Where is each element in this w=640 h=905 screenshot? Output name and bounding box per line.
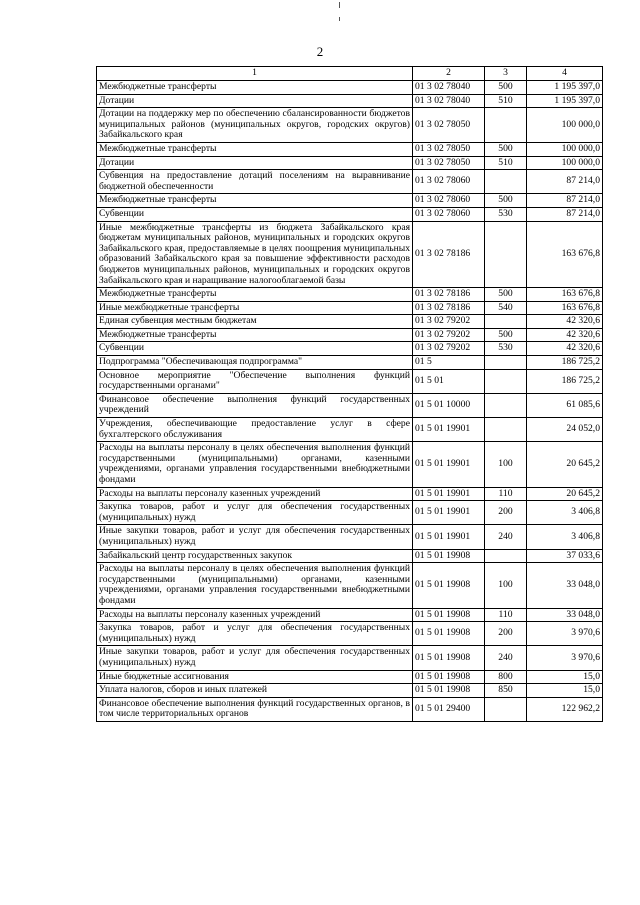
row-expense-type: 510 [485,156,527,170]
row-amount: 3 406,8 [527,525,603,549]
table-row [97,501,603,525]
row-expense-type [485,418,527,442]
row-code: 01 3 02 79202 [413,328,485,342]
row-amount: 15,0 [527,684,603,698]
table-row [97,108,603,143]
row-amount: 100 000,0 [527,142,603,156]
row-expense-type [485,315,527,329]
table-row [97,170,603,194]
table-row [97,563,603,608]
row-code: 01 3 02 78050 [413,156,485,170]
row-name: Дотации [97,94,413,108]
row-amount: 15,0 [527,670,603,684]
table-row [97,81,603,95]
row-amount: 87 214,0 [527,170,603,194]
row-amount: 1 195 397,0 [527,81,603,95]
row-code: 01 3 02 78060 [413,207,485,221]
row-name: Межбюджетные трансферты [97,142,413,156]
row-name: Межбюджетные трансферты [97,288,413,302]
row-amount: 33 048,0 [527,563,603,608]
row-name: Дотации [97,156,413,170]
row-code: 01 5 01 19901 [413,418,485,442]
table-row [97,442,603,487]
row-name: Финансовое обеспечение выполнения функций государственных учреждений [97,393,413,417]
table-row [97,315,603,329]
row-code: 01 5 01 19908 [413,684,485,698]
row-amount: 163 676,8 [527,301,603,315]
table-header-row [97,67,603,81]
row-expense-type: 500 [485,194,527,208]
row-amount: 87 214,0 [527,207,603,221]
row-expense-type [485,549,527,563]
row-code: 01 5 01 19908 [413,646,485,670]
row-code: 01 3 02 78060 [413,194,485,208]
row-code: 01 5 01 29400 [413,697,485,721]
row-amount: 186 725,2 [527,369,603,393]
row-expense-type [485,369,527,393]
table-row [97,684,603,698]
row-amount: 33 048,0 [527,608,603,622]
row-expense-type: 530 [485,342,527,356]
scan-mark [339,2,340,8]
row-code: 01 5 01 10000 [413,393,485,417]
table-row [97,608,603,622]
row-amount: 20 645,2 [527,442,603,487]
table-row [97,487,603,501]
row-code: 01 5 01 19901 [413,442,485,487]
table-row [97,301,603,315]
column-header-3: 3 [485,67,527,81]
row-name: Межбюджетные трансферты [97,194,413,208]
row-code: 01 3 02 78186 [413,301,485,315]
table-row [97,670,603,684]
row-expense-type: 100 [485,442,527,487]
row-expense-type: 200 [485,501,527,525]
row-amount: 42 320,6 [527,328,603,342]
row-expense-type [485,221,527,288]
row-expense-type: 100 [485,563,527,608]
row-name: Расходы на выплаты персоналу в целях обеспечения выполнения функций государственными (муниципальными) органами, казенными учреждениями, органами управления государственными внебюджетными фондами [97,442,413,487]
row-amount: 163 676,8 [527,288,603,302]
row-code: 01 5 01 19908 [413,608,485,622]
row-amount: 3 970,6 [527,622,603,646]
row-name: Забайкальский центр государственных закупок [97,549,413,563]
row-code: 01 5 01 19908 [413,622,485,646]
row-name: Подпрограмма "Обеспечивающая подпрограмма" [97,356,413,370]
row-code: 01 5 01 19901 [413,487,485,501]
row-code: 01 3 02 78050 [413,142,485,156]
table-row [97,393,603,417]
row-amount: 100 000,0 [527,108,603,143]
row-expense-type [485,108,527,143]
row-expense-type: 530 [485,207,527,221]
table-row [97,622,603,646]
table-row [97,194,603,208]
row-expense-type: 110 [485,487,527,501]
row-expense-type [485,697,527,721]
table-row [97,356,603,370]
row-amount: 20 645,2 [527,487,603,501]
row-amount: 1 195 397,0 [527,94,603,108]
row-expense-type: 500 [485,328,527,342]
row-name: Субвенции [97,207,413,221]
row-name: Финансовое обеспечение выполнения функций государственных органов, в том числе территориальных органов [97,697,413,721]
row-code: 01 3 02 79202 [413,315,485,329]
row-amount: 42 320,6 [527,342,603,356]
row-code: 01 5 01 19908 [413,670,485,684]
row-expense-type: 110 [485,608,527,622]
table-row [97,328,603,342]
row-amount: 186 725,2 [527,356,603,370]
table-row [97,156,603,170]
column-header-4: 4 [527,67,603,81]
row-name: Основное мероприятие "Обеспечение выполнения функций государственными органами" [97,369,413,393]
row-expense-type: 800 [485,670,527,684]
column-header-1: 1 [97,67,413,81]
row-name: Расходы на выплаты персоналу в целях обеспечения выполнения функций государственными (муниципальными) органами, казенными учреждениями, органами управления государственными внебюджетными фондами [97,563,413,608]
row-name: Иные закупки товаров, работ и услуг для обеспечения государственных (муниципальных) нужд [97,525,413,549]
row-expense-type: 540 [485,301,527,315]
table-row [97,94,603,108]
row-expense-type: 850 [485,684,527,698]
row-name: Субвенция на предоставление дотаций поселениям на выравнивание бюджетной обеспеченности [97,170,413,194]
row-name: Закупка товаров, работ и услуг для обеспечения государственных (муниципальных) нужд [97,501,413,525]
row-amount: 122 962,2 [527,697,603,721]
row-name: Иные закупки товаров, работ и услуг для обеспечения государственных (муниципальных) нужд [97,646,413,670]
row-expense-type: 200 [485,622,527,646]
row-expense-type: 500 [485,142,527,156]
row-expense-type [485,356,527,370]
table-row [97,288,603,302]
table-row [97,418,603,442]
row-code: 01 3 02 78186 [413,221,485,288]
row-expense-type: 500 [485,81,527,95]
row-code: 01 3 02 78040 [413,94,485,108]
row-code: 01 5 [413,356,485,370]
row-expense-type [485,393,527,417]
row-code: 01 5 01 19901 [413,525,485,549]
row-expense-type: 510 [485,94,527,108]
table-row [97,525,603,549]
table-row [97,646,603,670]
row-amount: 61 085,6 [527,393,603,417]
table-row [97,549,603,563]
row-expense-type: 500 [485,288,527,302]
row-name: Иные межбюджетные трансферты [97,301,413,315]
column-header-2: 2 [413,67,485,81]
row-code: 01 5 01 [413,369,485,393]
row-code: 01 5 01 19908 [413,549,485,563]
row-amount: 24 052,0 [527,418,603,442]
row-name: Субвенции [97,342,413,356]
row-name: Дотации на поддержку мер по обеспечению сбалансированности бюджетов муниципальных районов (муниципальных округов, городских округов) Забайкальского края [97,108,413,143]
row-amount: 3 406,8 [527,501,603,525]
row-code: 01 5 01 19908 [413,563,485,608]
row-name: Межбюджетные трансферты [97,328,413,342]
row-amount: 87 214,0 [527,194,603,208]
row-amount: 3 970,6 [527,646,603,670]
budget-table [96,66,603,722]
row-code: 01 3 02 78060 [413,170,485,194]
table-row [97,142,603,156]
table-row [97,342,603,356]
row-code: 01 3 02 78186 [413,288,485,302]
table-row [97,207,603,221]
page-number: 2 [316,44,324,59]
row-name: Расходы на выплаты персоналу казенных учреждений [97,487,413,501]
row-name: Иные бюджетные ассигнования [97,670,413,684]
row-expense-type: 240 [485,525,527,549]
row-amount: 163 676,8 [527,221,603,288]
row-amount: 42 320,6 [527,315,603,329]
row-name: Межбюджетные трансферты [97,81,413,95]
row-expense-type: 240 [485,646,527,670]
row-amount: 100 000,0 [527,156,603,170]
row-code: 01 3 02 78050 [413,108,485,143]
row-code: 01 3 02 78040 [413,81,485,95]
row-code: 01 3 02 79202 [413,342,485,356]
row-name: Иные межбюджетные трансферты из бюджета Забайкальского края бюджетам муниципальных районов, муниципальных и городских округов Забайкальского края, предоставляемые в целях поощрения муниципальных образований Забайкальского края за повышение эффективности расходов бюджетов муниципальных районов, муниципальных и городских округов Забайкальского края и наращивание налогооблагаемой базы [97,221,413,288]
row-name: Закупка товаров, работ и услуг для обеспечения государственных (муниципальных) нужд [97,622,413,646]
row-name: Расходы на выплаты персоналу казенных учреждений [97,608,413,622]
row-code: 01 5 01 19901 [413,501,485,525]
table-row [97,369,603,393]
table-row [97,221,603,288]
row-expense-type [485,170,527,194]
row-amount: 37 033,6 [527,549,603,563]
row-name: Учреждения, обеспечивающие предоставление услуг в сфере бухгалтерского обслуживания [97,418,413,442]
row-name: Уплата налогов, сборов и иных платежей [97,684,413,698]
scan-mark [339,17,340,21]
row-name: Единая субвенция местным бюджетам [97,315,413,329]
table-row [97,697,603,721]
